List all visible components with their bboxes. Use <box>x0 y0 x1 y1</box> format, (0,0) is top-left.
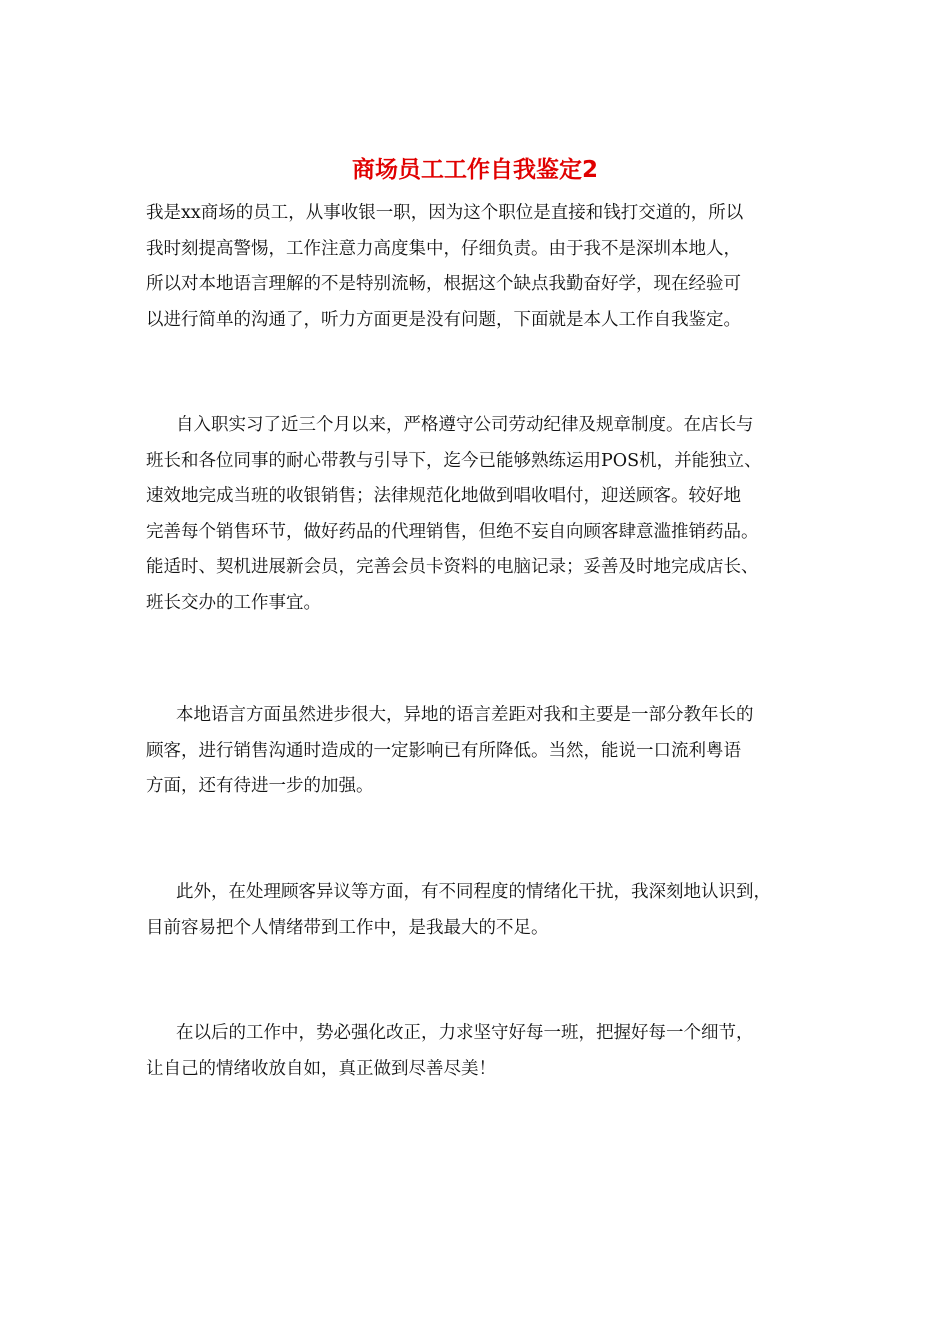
paragraph-line: 顾客，进行销售沟通时造成的一定影响已有所降低。当然，能说一口流利粤语 <box>146 740 741 761</box>
paragraph-line: 目前容易把个人情绪带到工作中，是我最大的不足。 <box>146 917 549 938</box>
paragraph-line: 方面，还有待进一步的加强。 <box>146 776 374 796</box>
paragraph-3 <box>146 698 822 805</box>
paragraph-line: 我是xx商场的员工，从事收银一职，因为这个职位是直接和钱打交道的，所以 <box>146 203 744 223</box>
paragraph-line: 此外，在处理顾客异议等方面，有不同程度的情绪化干扰，我深刻地认识到， <box>176 882 771 902</box>
paragraph-line: 我时刻提高警惕，工作注意力高度集中，仔细负责。由于我不是深圳本地人， <box>146 238 741 259</box>
paragraph-line: 让自己的情绪收放自如，真正做到尽善尽美！ <box>146 1058 496 1079</box>
paragraph-5 <box>146 1016 822 1087</box>
paragraph-line: 在以后的工作中，势必强化改正，力求坚守好每一班，把握好每一个细节， <box>176 1023 754 1043</box>
paragraph-line: 班长和各位同事的耐心带教与引导下，迄今已能够熟练运用POS机，并能独立、 <box>146 450 762 471</box>
paragraph-1 <box>146 196 822 338</box>
paragraph-line: 以进行简单的沟通了，听力方面更是没有问题，下面就是本人工作自我鉴定。 <box>146 309 741 330</box>
paragraph-line: 完善每个销售环节，做好药品的代理销售，但绝不妄自向顾客肆意滥推销药品。 <box>146 521 759 542</box>
paragraph-line: 速效地完成当班的收银销售；法律规范化地做到唱收唱付，迎送顾客。较好地 <box>146 486 741 506</box>
paragraph-line: 能适时、契机进展新会员，完善会员卡资料的电脑记录；妥善及时地完成店长、 <box>146 557 759 577</box>
document-title: 商场员工工作自我鉴定2 <box>351 157 598 183</box>
paragraph-line: 所以对本地语言理解的不是特别流畅，根据这个缺点我勤奋好学，现在经验可 <box>146 274 741 294</box>
paragraph-line: 本地语言方面虽然进步很大，异地的语言差距对我和主要是一部分教年长的 <box>176 705 754 725</box>
paragraph-4 <box>146 875 822 946</box>
paragraph-line: 班长交办的工作事宜。 <box>146 592 321 613</box>
paragraph-2 <box>146 408 822 621</box>
paragraph-line: 自入职实习了近三个月以来，严格遵守公司劳动纪律及规章制度。在店长与 <box>176 415 754 435</box>
